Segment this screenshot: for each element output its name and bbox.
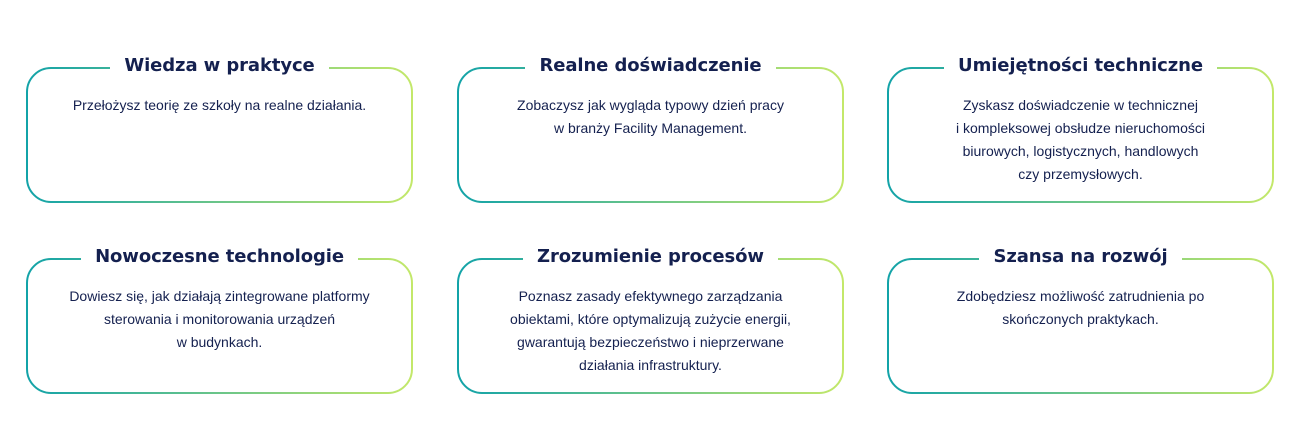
card-title: Nowoczesne technologie [81, 244, 358, 270]
card-description [905, 285, 1256, 331]
card-description-line: Zdobędziesz możliwość zatrudnienia po [956, 288, 1205, 304]
card-description [475, 94, 826, 140]
card-umiejetnosci-techniczne [887, 55, 1274, 203]
card-description-line: obiektami, które optymalizują zużycie energii, [510, 311, 791, 327]
card-description-line: w budynkach. [176, 334, 263, 350]
card-realne-doswiadczenie [457, 55, 844, 203]
card-title: Zrozumienie procesów [523, 244, 778, 270]
card-title: Umiejętności techniczne [944, 53, 1217, 79]
card-border [26, 67, 413, 203]
card-description-line: biurowych, logistycznych, handlowych [962, 143, 1199, 159]
card-wiedza-w-praktyce [26, 55, 413, 203]
card-description-line: skończonych praktykach. [1002, 311, 1159, 327]
card-description-line: Dowiesz się, jak działają zintegrowane platformy [69, 288, 370, 304]
card-title: Wiedza w praktyce [110, 53, 328, 79]
card-description-line: Zyskasz doświadczenie w technicznej [963, 97, 1198, 113]
card-zrozumienie-procesow [457, 246, 844, 394]
card-description-line: i kompleksowej obsłudze nieruchomości [955, 120, 1205, 136]
card-description-line: Poznasz zasady efektywnego zarządzania [518, 288, 783, 304]
card-title: Realne doświadczenie [525, 53, 775, 79]
card-description-line: Zobaczysz jak wygląda typowy dzień pracy [517, 97, 784, 113]
card-description [475, 285, 826, 377]
card-title: Szansa na rozwój [979, 244, 1181, 270]
card-description-line: działania infrastruktury. [579, 357, 722, 373]
card-description-line: sterowania i monitorowania urządzeń [103, 311, 336, 327]
card-description-line: czy przemysłowych. [1018, 166, 1143, 182]
card-description [44, 94, 395, 117]
card-description [44, 285, 395, 354]
card-nowoczesne-technologie [26, 246, 413, 394]
card-description [905, 94, 1256, 186]
card-description-line: Przełożysz teorię ze szkoły na realne działania. [72, 97, 367, 113]
card-szansa-na-rozwoj [887, 246, 1274, 394]
card-description-line: w branży Facility Management. [554, 120, 747, 136]
card-description-line: gwarantują bezpieczeństwo i nieprzerwane [517, 334, 784, 350]
